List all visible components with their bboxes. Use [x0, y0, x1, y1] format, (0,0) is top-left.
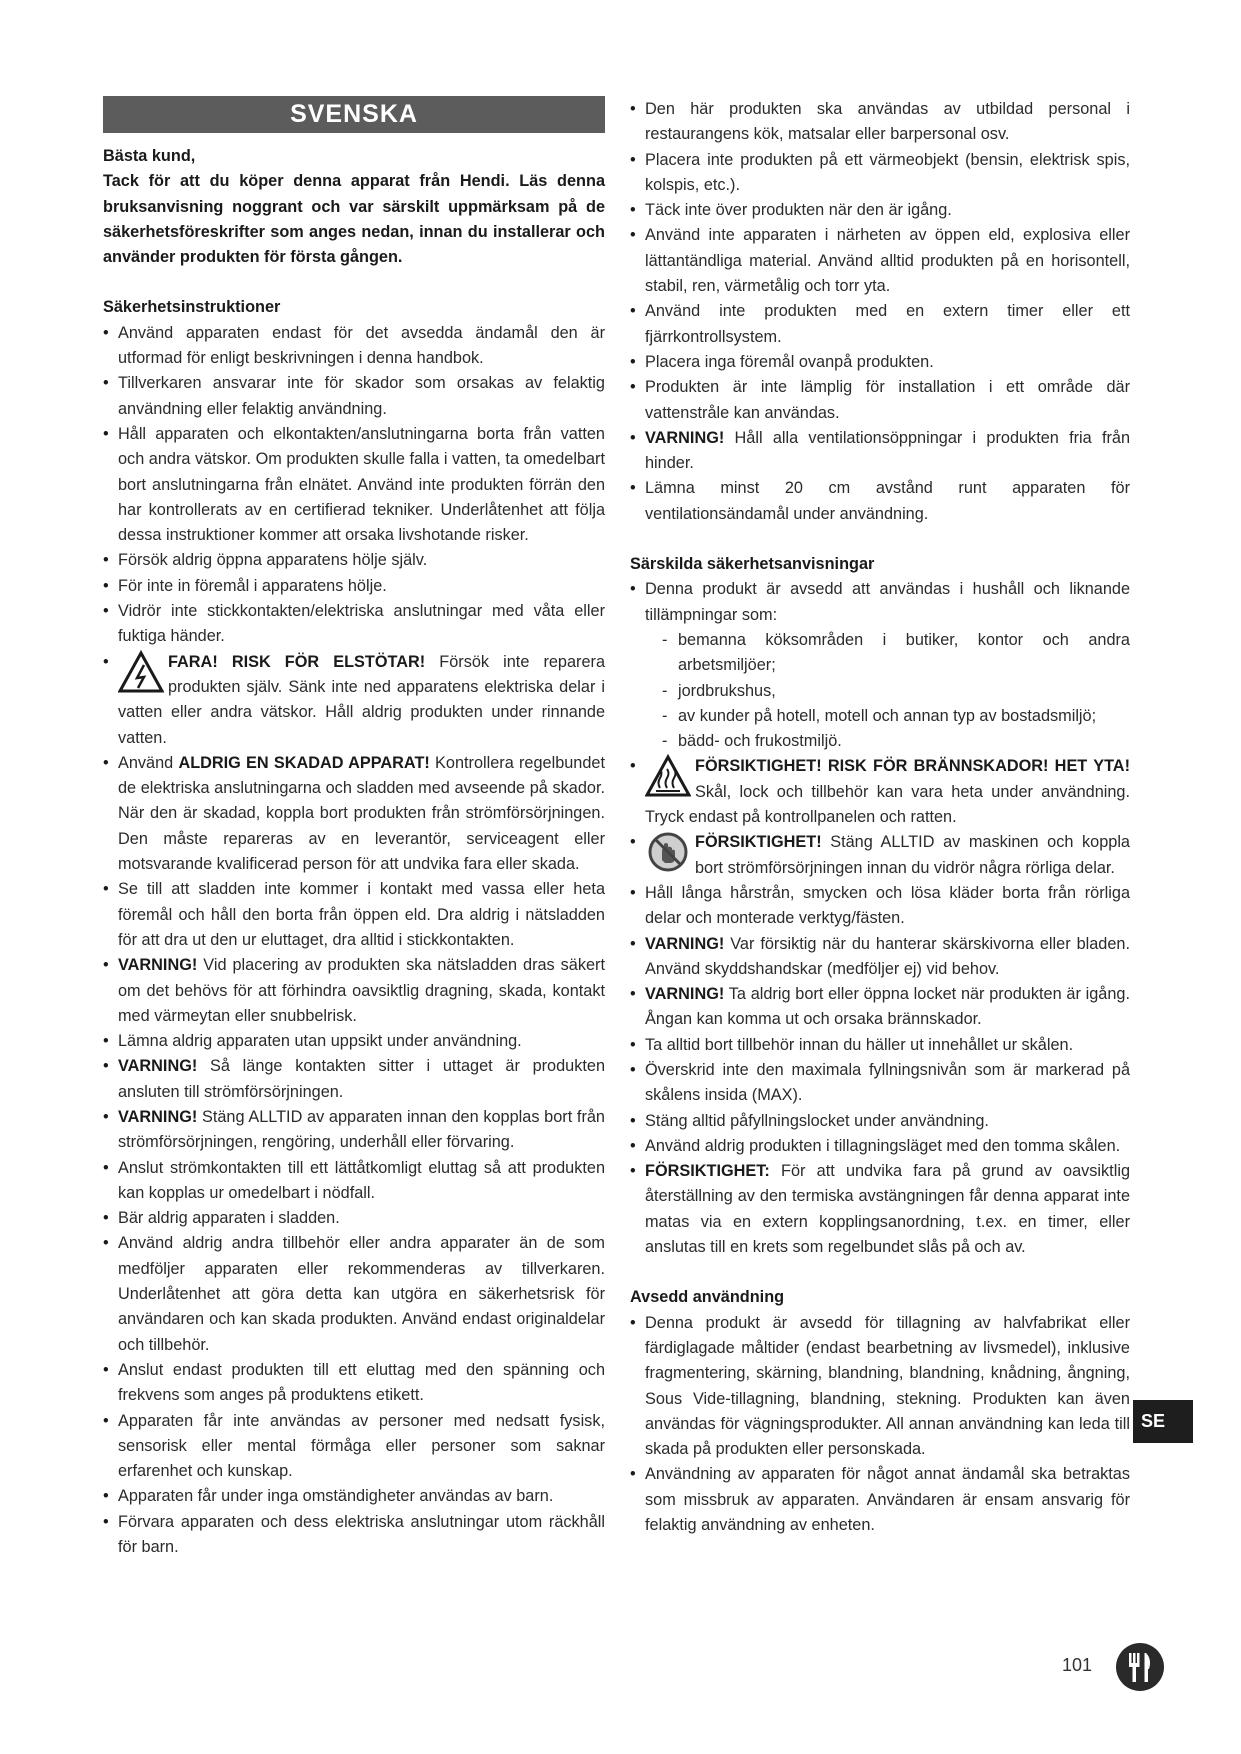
list-item-moving-parts: [630, 830, 1130, 881]
dash-item: - bädd- och frukostmiljö.: [660, 729, 1130, 754]
language-banner: SVENSKA: [103, 96, 605, 133]
safety-heading: Säkerhetsinstruktioner: [103, 298, 281, 317]
list-item: • Den här produkten ska användas av utbildad personal i restaurangens kök, matsalar eller barpersonal osv.: [630, 97, 1130, 148]
list-item: • Placera inte produkten på ett värmeobjekt (bensin, elektrisk spis, kolspis, etc.).: [630, 148, 1130, 199]
list-item: • Överskrid inte den maximala fyllningsnivån som är markerad på skålens insida (MAX).: [630, 1058, 1130, 1109]
cutlery-logo-icon: [1115, 1642, 1165, 1692]
list-item: • Tillverkaren ansvarar inte för skador som orsakas av felaktig användning eller felaktig användning.: [103, 371, 605, 422]
warning-text: Vid placering av produkten ska nätsladden dras säkert om det behövs för att förhindra oavsiktlig dragning, skada, kontakt med värmeytan eller snubbelrisk.: [118, 956, 605, 1025]
hot-surface-text: Skål, lock och tillbehör kan vara heta under användning. Tryck endast på kontrollpanelen och ratten.: [645, 782, 1130, 827]
list-item: • Anslut strömkontakten till ett lättåtkomligt eluttag så att produkten kan kopplas ur omedelbart i nödfall.: [103, 1156, 605, 1207]
list-item: • Täck inte över produkten när den är igång.: [630, 198, 1130, 223]
language-tab: SE: [1133, 1400, 1193, 1443]
warning-label: VARNING!: [645, 428, 725, 447]
list-item: • Anslut endast produkten till ett eluttag med den spänning och frekvens som anges på produktens etikett.: [103, 1358, 605, 1409]
list-item: • Lämna minst 20 cm avstånd runt apparaten för ventilationsändamål under användning.: [630, 476, 1130, 527]
list-item: [630, 577, 1130, 754]
intended-use-list: [630, 1311, 1130, 1539]
list-item: [103, 1105, 605, 1156]
list-item: • Använd apparaten endast för det avsedda ändamål den är utformad för enligt beskrivningen i denna handbok.: [103, 321, 605, 372]
do-not-touch-icon: [645, 830, 691, 874]
list-item: [630, 426, 1130, 477]
warning-label: VARNING!: [645, 934, 725, 953]
list-item: • Använd inte apparaten i närheten av öppen eld, explosiva eller lättantändliga material. Använd alltid produkten på en horisontell, stabil, ren, värmetålig och torr yta.: [630, 223, 1130, 299]
list-item: • Placera inga föremål ovanpå produkten.: [630, 350, 1130, 375]
list-item: • Produkten är inte lämplig för installation i ett område där vattenstråle kan användas.: [630, 375, 1130, 426]
list-item: • Lämna aldrig apparaten utan uppsikt under användning.: [103, 1029, 605, 1054]
danger-text: Försök inte reparera produkten själv. Sänk inte ned apparatens elektriska delar i vatten eller andra vätskor. Håll aldrig produkten under rinnande vatten.: [118, 652, 605, 747]
damaged-pre: Använd: [118, 753, 179, 772]
caution-text: För att undvika fara på grund av oavsiktlig återställning av den termiska avstängningen får denna apparat inte matas via en extern kopplingsanordning, t.ex. en timer, eller anslutas till en krets som regelbundet slås på och av.: [645, 1162, 1130, 1257]
list-item: • Använd inte produkten med en extern timer eller ett fjärrkontrollsystem.: [630, 299, 1130, 350]
list-item: • Ta alltid bort tillbehör innan du häller ut innehållet ur skålen.: [630, 1033, 1130, 1058]
special-heading: Särskilda säkerhetsanvisningar: [630, 555, 875, 574]
list-item: • Användning av apparaten för något annat ändamål ska betraktas som missbruk av apparaten. Användaren är ensam ansvarig för felaktig användning av enheten.: [630, 1462, 1130, 1538]
warning-label: VARNING!: [118, 1057, 198, 1076]
list-item: • Förvara apparaten och dess elektriska anslutningar utom räckhåll för barn.: [103, 1510, 605, 1561]
warning-text: Stäng ALLTID av apparaten innan den kopplas bort från strömförsörjningen, rengöring, underhåll eller förvaring.: [118, 1107, 605, 1152]
list-item: • Använd aldrig andra tillbehör eller andra apparater än de som medföljer apparaten eller rekommenderas av tillverkaren. Underlåtenhet att göra detta kan utgöra en säkerhetsrisk för användaren och kan skada produkten. Använd endast originaldelar och tillbehör.: [103, 1231, 605, 1357]
warning-text: Så länge kontakten sitter i uttaget är produkten ansluten till strömförsörjningen.: [118, 1057, 605, 1101]
damaged-text: Kontrollera regelbundet de elektriska anslutningarna och sladden med avseende på skador. När den är skadad, koppla bort produkten från strömförsörjningen. Den måste repareras av en leverantör, serviceagent eller motsvarande kvalificerad person för att undvika fara eller skada.: [118, 753, 605, 874]
intended-use-heading: Avsedd användning: [630, 1288, 785, 1307]
hot-surface-warning-icon: [645, 754, 691, 798]
environment-list: [645, 628, 1130, 754]
moving-parts-text: Stäng ALLTID av maskinen och koppla bort strömförsörjningen innan du vidrör några rörliga delar.: [695, 833, 1130, 877]
list-item-hot-surface: [630, 754, 1130, 830]
list-item: • Håll långa hårstrån, smycken och lösa kläder borta från rörliga delar och monterade verktyg/fästen.: [630, 881, 1130, 932]
damaged-label: ALDRIG EN SKADAD APPARAT!: [178, 753, 430, 772]
danger-label: FARA! RISK FÖR ELSTÖTAR!: [168, 652, 426, 671]
electric-shock-warning-icon: [118, 650, 164, 694]
intro-text: Tack för att du köper denna apparat från Hendi. Läs denna bruksanvisning noggrant och var särskilt uppmärksam på de säkerhetsföreskrifter som anges nedan, innan du installerar och använder produkten för första gången.: [103, 172, 605, 267]
right-column: [630, 97, 1130, 1538]
list-item: • Apparaten får inte användas av personer med nedsatt fysisk, sensorisk eller mental förmåga eller personer som saknar erfarenhet och kunskap.: [103, 1409, 605, 1485]
list-item: [630, 982, 1130, 1033]
list-item: • Håll apparaten och elkontakten/anslutningarna borta från vatten och andra vätskor. Om produkten skulle falla i vatten, ta omedelbart bort anslutningarna från elnätet. Använd inte produkten förrän den har kontrollerats av en certifierad tekniker. Underlåtenhet att följa dessa instruktioner kommer att orsaka livshotande risker.: [103, 422, 605, 548]
list-item: • Vidrör inte stickkontakten/elektriska anslutningar med våta eller fuktiga händer.: [103, 599, 605, 650]
hot-surface-label: FÖRSIKTIGHET! RISK FÖR BRÄNNSKADOR! HET YTA!: [695, 757, 1130, 776]
list-item: • Försök aldrig öppna apparatens hölje själv.: [103, 548, 605, 573]
list-item: • Stäng alltid påfyllningslocket under användning.: [630, 1109, 1130, 1134]
list-item-danger: [103, 650, 605, 751]
warning-label: VARNING!: [118, 1107, 198, 1126]
warning-label: VARNING!: [645, 985, 725, 1004]
special-intro: Denna produkt är avsedd att användas i hushåll och liknande tillämpningar som:: [645, 580, 1130, 624]
list-item: [103, 1054, 605, 1105]
warning-label: VARNING!: [118, 956, 198, 975]
dash-item: - av kunder på hotell, motell och annan typ av bostadsmiljö;: [660, 704, 1130, 729]
left-column: [103, 96, 605, 1560]
list-item: • Denna produkt är avsedd för tillagning av halvfabrikat eller färdiglagade måltider (endast bearbetning av livsmedel), inklusive fragmentering, skärning, blandning, blandning, knådning, ångning, Sous Vide-tillagning, blandning, stekning. Produkten kan även användas för vägningsprodukter. All annan användning kan leda till skada på produkten eller personskada.: [630, 1311, 1130, 1463]
dash-item: - bemanna köksområden i butiker, kontor och andra arbetsmiljöer;: [660, 628, 1130, 679]
moving-parts-label: FÖRSIKTIGHET!: [695, 833, 822, 852]
list-item: • Apparaten får under inga omständigheter användas av barn.: [103, 1484, 605, 1509]
warning-text: Var försiktig när du hanterar skärskivorna eller bladen. Använd skyddshandskar (medföljer ej) vid behov.: [645, 934, 1130, 978]
list-item: [630, 1159, 1130, 1260]
list-item: [103, 953, 605, 1029]
dash-item: - jordbrukshus,: [660, 679, 1130, 704]
list-item: [103, 751, 605, 877]
general-list: [630, 97, 1130, 527]
list-item: • För inte in föremål i apparatens hölje.: [103, 574, 605, 599]
list-item: • Bär aldrig apparaten i sladden.: [103, 1206, 605, 1231]
greeting: Bästa kund,: [103, 147, 196, 165]
list-item: [630, 932, 1130, 983]
warning-text: Ta aldrig bort eller öppna locket när produkten är igång. Ångan kan komma ut och orsaka brännskador.: [645, 985, 1130, 1029]
warning-text: Håll alla ventilationsöppningar i produkten fria från hinder.: [645, 428, 1130, 473]
safety-list: [103, 321, 605, 1561]
list-item: • Använd aldrig produkten i tillagningsläget med den tomma skålen.: [630, 1134, 1130, 1159]
page-number: 101: [1062, 1655, 1093, 1675]
caution-label: FÖRSIKTIGHET:: [645, 1162, 770, 1181]
list-item: • Se till att sladden inte kommer i kontakt med vassa eller heta föremål och håll den borta från öppen eld. Dra aldrig i nätsladden för att dra ut den ur eluttaget, dra alltid i stickkontakten.: [103, 877, 605, 953]
special-list: [630, 577, 1130, 1260]
